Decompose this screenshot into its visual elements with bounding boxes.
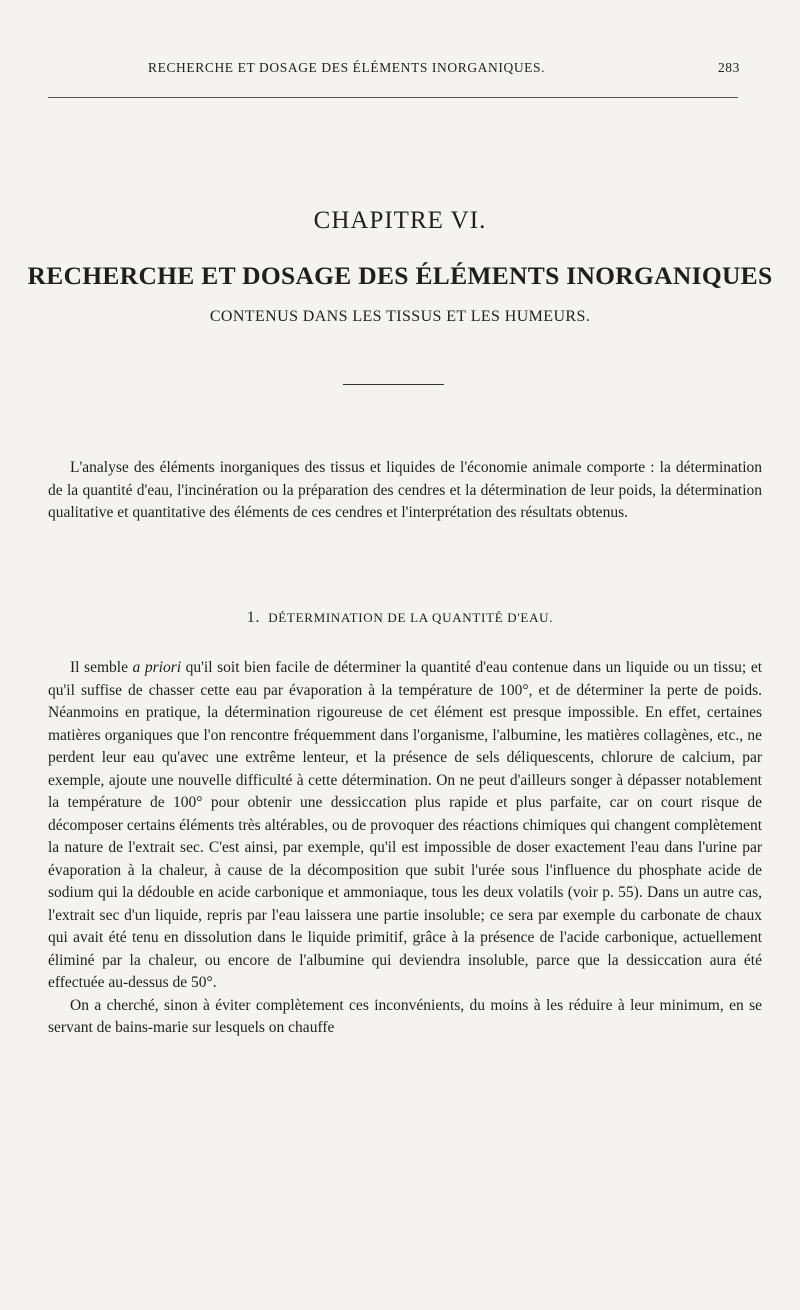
- header-rule: [48, 97, 738, 98]
- section-heading: [0, 609, 800, 627]
- intro-section: [48, 457, 762, 525]
- italic-phrase: a priori: [132, 659, 182, 676]
- body-paragraph-1: [48, 657, 762, 995]
- section-number: 1.: [246, 609, 261, 626]
- section-body: [48, 657, 762, 1040]
- intro-paragraph: L'analyse des éléments inorganiques des tissus et liquides de l'économie animale comporte : la détermination de la quantité d'eau, l'incinération ou la préparation des cendres et la détermination de leur poids, la détermination qualitative et quantitative des éléments de ces cendres et l'interprétation des résultats obtenus.: [48, 459, 762, 521]
- title-divider: [343, 384, 444, 385]
- paragraph-1-rest: qu'il soit bien facile de déterminer la quantité d'eau contenue dans un liquide ou un tissu; et qu'il suffise de chasser cette eau par évaporation à la température de 100°, et de déterminer la perte de poids. Néanmoins en pratique, la détermination rigoureuse de cet élément est presque impossible. En effet, certaines matières organiques que l'on rencontre fréquemment dans l'organisme, l'albumine, les matières collagènes, etc., ne perdent leur eau qu'avec une extrême lenteur, et la présence de sels déliquescents, chlorure de calcium, par exemple, ajoute une nouvelle difficulté à cette détermination. On ne peut d'ailleurs songer à dépasser notablement la température de 100° pour obtenir une dessiccation plus rapide et plus parfaite, car on court risque de décomposer certains éléments très altérables, ou de provoquer des réactions chimiques qui changent complètement la nature de l'extrait sec. C'est ainsi, par exemple, qu'il est impossible de doser exactement l'eau dans l'urine par évaporation à la chaleur, à cause de la décomposition que subit l'urée sous l'influence du phosphate acide de sodium qui la dédouble en acide carbonique et ammoniaque, tous les deux volatils (voir p. 55). Dans un autre cas, l'extrait sec d'un liquide, repris par l'eau laissera une partie insoluble; ce sera par exemple du carbonate de chaux qui avait été tenu en dissolution dans le liquide primitif, grâce à la présence de l'acide carbonique, actuellement éliminé par la chaleur, ou encore de l'albumine qui deviendra insoluble, parce que la dessiccation aura été effectuée au-dessus de 50°.: [48, 659, 763, 991]
- chapter-label: CHAPITRE VI.: [313, 207, 487, 234]
- page-number: 283: [717, 60, 740, 75]
- running-head-title: RECHERCHE ET DOSAGE DES ÉLÉMENTS INORGANIQUES.: [148, 60, 546, 75]
- body-paragraph-2: On a cherché, sinon à éviter complètement ces inconvénients, du moins à les réduire à leur minimum, en se servant de bains-marie sur lesquels on chauffe: [48, 996, 762, 1036]
- section-title: DÉTERMINATION DE LA QUANTITÉ D'EAU.: [268, 610, 554, 625]
- chapter-title: RECHERCHE ET DOSAGE DES ÉLÉMENTS INORGANIQUES: [27, 261, 773, 290]
- paragraph-1-start: Il semble: [70, 659, 133, 676]
- chapter-subtitle: CONTENUS DANS LES TISSUS ET LES HUMEURS.: [209, 308, 591, 325]
